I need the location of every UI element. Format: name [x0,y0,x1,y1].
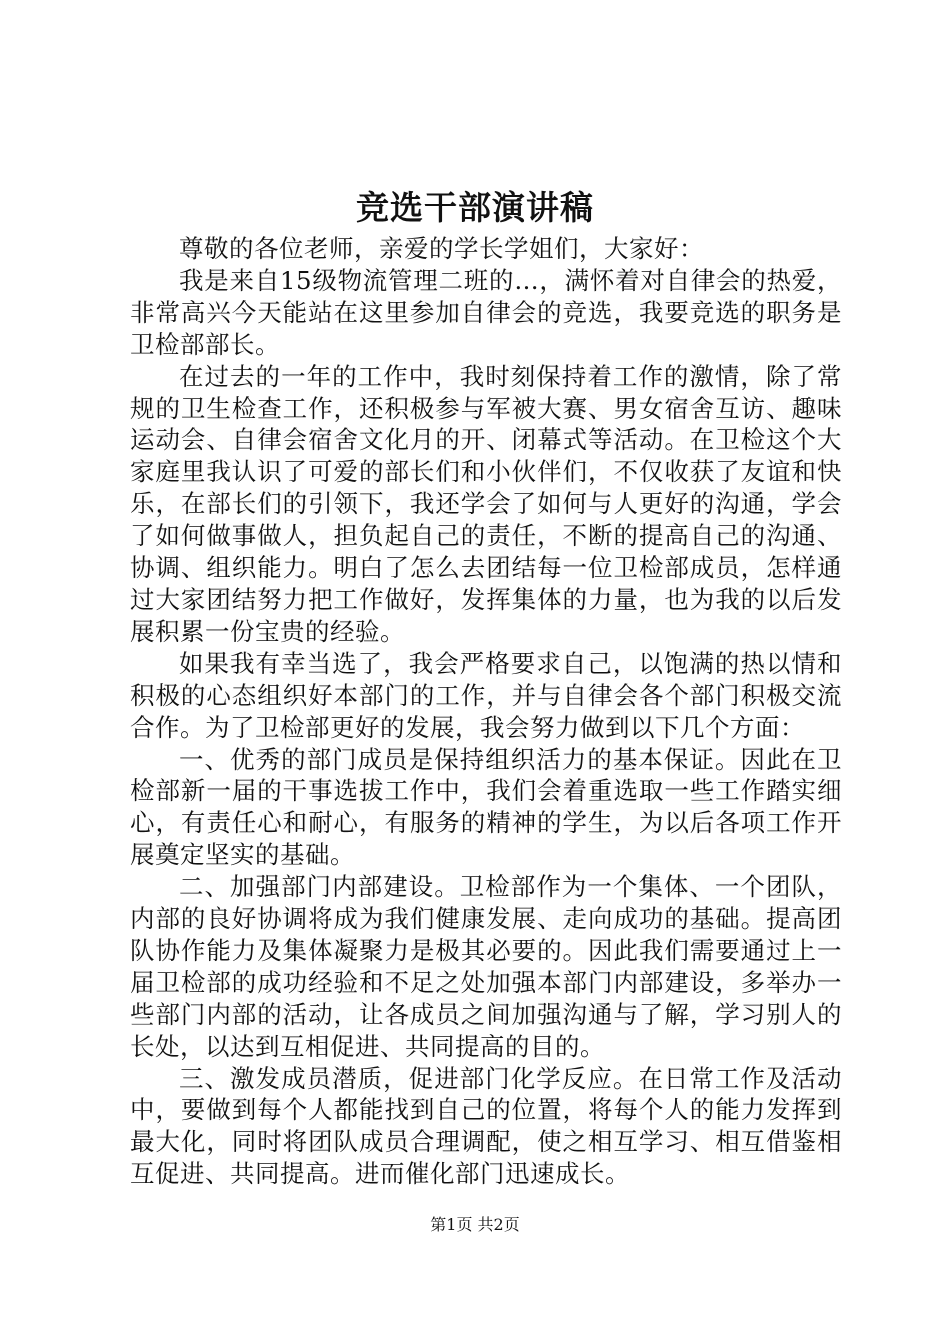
document-body [130,233,842,1190]
document-title: 竞选干部演讲稿 [356,188,594,227]
intro-paragraph: 我是来自15级物流管理二班的…，满怀着对自律会的热爱，非常高兴今天能站在这里参加自律会的竞选，我要竞选的职务是卫检部部长。 [130,265,842,359]
plan-item-3-paragraph: 三、激发成员潜质，促进部门化学反应。在日常工作及活动中，要做到每个人都能找到自己的位置，将每个人的能力发挥到最大化，同时将团队成员合理调配，使之相互学习、相互借鉴相互促进、共同提高。进而催化部门迅速成长。 [130,1063,842,1189]
plan-item-2-paragraph: 二、加强部门内部建设。卫检部作为一个集体、一个团队，内部的良好协调将成为我们健康发展、走向成功的基础。提高团队协作能力及集体凝聚力是极其必要的。因此我们需要通过上一届卫检部的成功经验和不足之处加强本部门内部建设，多举办一些部门内部的活动，让各成员之间加强沟通与了解，学习别人的长处，以达到互相促进、共同提高的目的。 [130,872,842,1061]
plan-item-1-paragraph: 一、优秀的部门成员是保持组织活力的基本保证。因此在卫检部新一届的干事选拔工作中，我们会着重选取一些工作踏实细心，有责任心和耐心，有服务的精神的学生，为以后各项工作开展奠定坚实的基础。 [130,744,842,870]
experience-paragraph: 在过去的一年的工作中，我时刻保持着工作的激情，除了常规的卫生检查工作，还积极参与军被大赛、男女宿舍互访、趣味运动会、自律会宿舍文化月的开、闭幕式等活动。在卫检这个大家庭里我认识了可爱的部长们和小伙伴们，不仅收获了友谊和快乐，在部长们的引领下，我还学会了如何与人更好的沟通，学会了如何做事做人，担负起自己的责任，不断的提高自己的沟通、协调、组织能力。明白了怎么去团结每一位卫检部成员，怎样通过大家团结努力把工作做好，发挥集体的力量，也为我的以后发展积累一份宝贵的经验。 [130,361,842,646]
greeting-paragraph: 尊敬的各位老师，亲爱的学长学姐们，大家好： [179,234,704,263]
plan-paragraph: 如果我有幸当选了，我会严格要求自己，以饱满的热以情和积极的心态组织好本部门的工作，并与自律会各个部门积极交流合作。为了卫检部更好的发展，我会努力做到以下几个方面： [130,648,842,742]
page-number-footer: 第1页 共2页 [430,1215,520,1234]
